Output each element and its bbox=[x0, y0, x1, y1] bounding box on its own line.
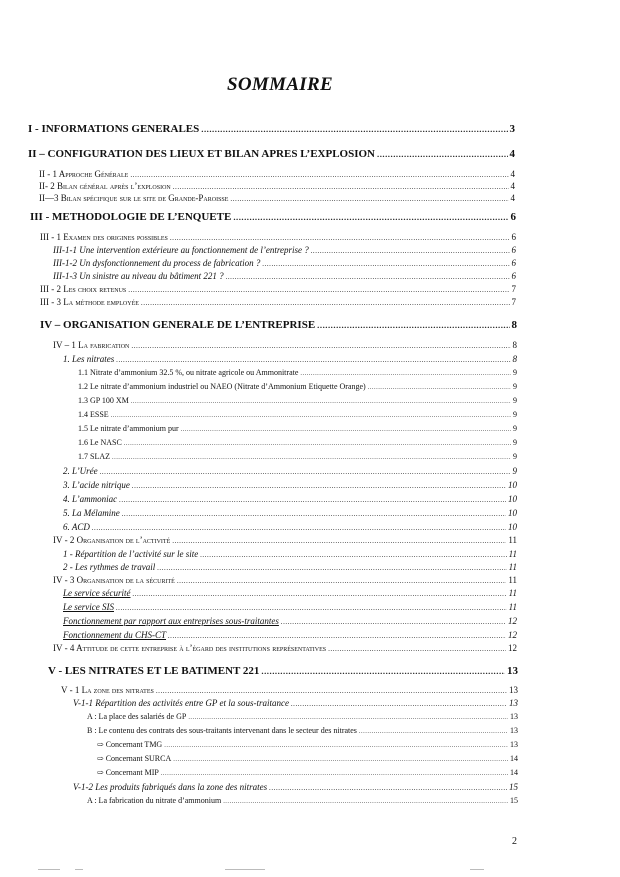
toc-page-number: 13 bbox=[509, 685, 518, 695]
toc-entry-4-1-1[interactable] bbox=[63, 355, 517, 364]
toc-entry-3-3[interactable] bbox=[40, 298, 516, 307]
toc-label: III-1-2 Un dysfonctionnement du process de fabrication ? bbox=[53, 258, 261, 268]
toc-label: Le service SIS bbox=[63, 602, 114, 612]
dot-leader bbox=[317, 321, 509, 330]
toc-page-number: 13 bbox=[510, 740, 518, 749]
toc-page-number: 14 bbox=[510, 754, 518, 763]
toc-page-number: 11 bbox=[508, 549, 517, 559]
dot-leader bbox=[223, 799, 508, 805]
toc-entry-tmg[interactable] bbox=[97, 741, 518, 749]
toc-entry-3-2[interactable] bbox=[40, 285, 516, 294]
toc-entry-4-3[interactable] bbox=[53, 576, 517, 585]
dot-leader bbox=[300, 371, 511, 377]
toc-page-number: 13 bbox=[510, 712, 518, 721]
toc-entry-3-1-1[interactable] bbox=[53, 246, 516, 255]
page-number: 2 bbox=[512, 836, 517, 847]
toc-label: IV – ORGANISATION GENERALE DE L’ENTREPRISE bbox=[40, 319, 316, 331]
dot-leader bbox=[100, 469, 511, 476]
toc-label: II—3 Bilan spécifique sur le site de Grande-Paroisse bbox=[39, 193, 229, 203]
dot-leader bbox=[122, 511, 506, 518]
dot-leader bbox=[119, 497, 506, 504]
toc-label: IV - 4 Attitude de cette entreprise à l’égard des institutions représentatives bbox=[53, 643, 327, 653]
toc-page-number: 9 bbox=[513, 424, 517, 433]
dot-leader bbox=[132, 483, 506, 490]
dot-leader bbox=[173, 184, 509, 191]
toc-page-number: 15 bbox=[509, 782, 518, 792]
toc-entry-4-1-3[interactable] bbox=[63, 481, 517, 490]
toc-page-number: 8 bbox=[512, 340, 517, 350]
toc-entry-4-1-4[interactable] bbox=[63, 495, 517, 504]
toc-entry-section-2[interactable] bbox=[28, 149, 515, 160]
toc-page-number: 3 bbox=[509, 123, 515, 135]
dot-leader bbox=[161, 771, 508, 777]
toc-label: Fonctionnement du CHS-CT bbox=[63, 630, 166, 640]
dot-leader bbox=[132, 591, 506, 598]
dot-leader bbox=[226, 274, 510, 281]
toc-entry-surca[interactable] bbox=[97, 755, 518, 763]
dot-leader bbox=[291, 701, 507, 708]
toc-page-number: 4 bbox=[510, 169, 515, 179]
dot-leader bbox=[116, 357, 510, 364]
toc-entry-3-1-2[interactable] bbox=[53, 259, 516, 268]
toc-page-number: 6 bbox=[511, 271, 516, 281]
toc-label: II - 1 Approche Générale bbox=[39, 169, 129, 179]
toc-label: V-1-2 Les produits fabriqués dans la zone des nitrates bbox=[73, 782, 268, 792]
toc-entry-5-1-2[interactable] bbox=[73, 783, 518, 792]
toc-page-number: 15 bbox=[510, 796, 518, 805]
toc-page-number: 11 bbox=[508, 562, 517, 572]
toc-page-number: 14 bbox=[510, 768, 518, 777]
toc-entry-1-4[interactable] bbox=[78, 411, 517, 419]
toc-label: III - METHODOLOGIE DE L’ENQUETE bbox=[30, 211, 232, 223]
toc-label: ⇨ Concernant MIP bbox=[97, 768, 159, 777]
dot-leader bbox=[311, 248, 510, 255]
toc-entry-4-2[interactable] bbox=[53, 536, 517, 545]
dot-leader bbox=[368, 385, 511, 391]
dot-leader bbox=[112, 455, 511, 461]
toc-entry-5-1-2-a[interactable] bbox=[87, 797, 518, 805]
toc-entry-section-3[interactable] bbox=[30, 212, 516, 223]
toc-entry-4-1-6[interactable] bbox=[63, 523, 517, 532]
toc-label: 1.3 GP 100 XM bbox=[78, 396, 129, 405]
toc-label: 2 - Les rythmes de travail bbox=[63, 562, 156, 572]
dot-leader bbox=[116, 605, 507, 612]
toc-label: V-1-1 Répartition des activités entre GP et la sous-traitance bbox=[73, 698, 289, 708]
scan-artifact bbox=[38, 869, 60, 870]
toc-page-number: 9 bbox=[513, 410, 517, 419]
toc-page-number: 11 bbox=[508, 535, 517, 545]
toc-entry-1-6[interactable] bbox=[78, 439, 517, 447]
toc-entry-2-3[interactable] bbox=[39, 194, 515, 203]
dot-leader bbox=[328, 646, 506, 653]
dot-leader bbox=[157, 565, 506, 572]
toc-label: IV – 1 La fabrication bbox=[53, 340, 130, 350]
toc-page-number: 10 bbox=[508, 508, 517, 518]
toc-label: A : La fabrication du nitrate d’ammonium bbox=[87, 796, 222, 805]
toc-page-number: 8 bbox=[511, 319, 517, 331]
toc-label: I - INFORMATIONS GENERALES bbox=[28, 123, 200, 135]
toc-label: 5. La Mélamine bbox=[63, 508, 120, 518]
dot-leader bbox=[141, 300, 510, 307]
dot-leader bbox=[156, 688, 507, 695]
toc-page-number: 7 bbox=[511, 297, 516, 307]
toc-page-number: 9 bbox=[512, 466, 517, 476]
toc-label: Le service sécurité bbox=[63, 588, 131, 598]
toc-entry-4-1[interactable] bbox=[53, 341, 517, 350]
toc-page-number: 11 bbox=[508, 588, 517, 598]
toc-page-number: 11 bbox=[508, 575, 517, 585]
dot-leader bbox=[173, 757, 508, 763]
toc-page-number: 4 bbox=[510, 181, 515, 191]
toc-label: III-1-1 Une intervention extérieure au fonctionnement de l’entreprise ? bbox=[53, 245, 309, 255]
toc-entry-5-1-1-b[interactable] bbox=[87, 727, 518, 735]
toc-label: IV - 2 Organisation de l’activité bbox=[53, 535, 171, 545]
toc-label: 1.6 Le NASC bbox=[78, 438, 122, 447]
toc-label: II- 2 Bilan général après l’explosion bbox=[39, 181, 171, 191]
toc-entry-4-1-5[interactable] bbox=[63, 509, 517, 518]
scan-artifact bbox=[75, 869, 83, 870]
toc-entry-5-1-1[interactable] bbox=[73, 699, 518, 708]
toc-entry-1-5[interactable] bbox=[78, 425, 517, 433]
toc-label: 3. L’acide nitrique bbox=[63, 480, 130, 490]
toc-entry-section-1[interactable] bbox=[28, 124, 515, 135]
toc-label: A : La place des salariés de GP bbox=[87, 712, 187, 721]
toc-page-number: 13 bbox=[507, 665, 518, 677]
toc-entry-4-3-3[interactable] bbox=[63, 617, 517, 626]
toc-label: III-1-3 Un sinistre au niveau du bâtiment 221 ? bbox=[53, 271, 224, 281]
dot-leader bbox=[377, 150, 508, 159]
toc-page-number: 7 bbox=[511, 284, 516, 294]
toc-label: ⇨ Concernant TMG bbox=[97, 740, 163, 749]
dot-leader bbox=[269, 785, 507, 792]
dot-leader bbox=[230, 196, 508, 203]
toc-page-number: 12 bbox=[508, 616, 517, 626]
toc-entry-1-7[interactable] bbox=[78, 453, 517, 461]
toc-page-number: 12 bbox=[508, 630, 517, 640]
dot-leader bbox=[359, 729, 508, 735]
toc-label: ⇨ Concernant SURCA bbox=[97, 754, 172, 763]
dot-leader bbox=[128, 287, 509, 294]
dot-leader bbox=[164, 743, 508, 749]
toc-label: 4. L’ammoniac bbox=[63, 494, 118, 504]
page-title: SOMMAIRE bbox=[227, 74, 333, 95]
dot-leader bbox=[181, 427, 511, 433]
toc-entry-3-1[interactable] bbox=[40, 233, 516, 242]
toc-entry-4-2-1[interactable] bbox=[63, 550, 517, 559]
toc-label: 1 - Répartition de l’activité sur le site bbox=[63, 549, 199, 559]
toc-label: 1.2 Le nitrate d’ammonium industriel ou NAEO (Nitrate d’Ammonium Etiquette Orange) bbox=[78, 382, 366, 391]
toc-page-number: 6 bbox=[510, 211, 516, 223]
toc-entry-4-3-1[interactable] bbox=[63, 589, 517, 598]
dot-leader bbox=[170, 235, 510, 242]
toc-entry-4-3-4[interactable] bbox=[63, 631, 517, 640]
toc-label: III - 3 La méthode employée bbox=[40, 297, 139, 307]
toc-entry-section-4[interactable] bbox=[40, 320, 517, 331]
toc-page-number: 6 bbox=[511, 232, 516, 242]
scan-artifact bbox=[470, 869, 484, 870]
dot-leader bbox=[188, 715, 508, 721]
toc-entry-4-4[interactable] bbox=[53, 644, 517, 653]
toc-entry-1-2[interactable] bbox=[78, 383, 517, 391]
toc-page-number: 9 bbox=[513, 452, 517, 461]
toc-page-number: 9 bbox=[513, 438, 517, 447]
toc-label: Fonctionnement par rapport aux entreprises sous-traitantes bbox=[63, 616, 279, 626]
dot-leader bbox=[124, 441, 511, 447]
toc-entry-4-3-2[interactable] bbox=[63, 603, 517, 612]
dot-leader bbox=[131, 399, 511, 405]
toc-label: 1.7 SLAZ bbox=[78, 452, 110, 461]
toc-page-number: 6 bbox=[511, 258, 516, 268]
dot-leader bbox=[262, 261, 509, 268]
dot-leader bbox=[168, 633, 506, 640]
toc-label: 6. ACD bbox=[63, 522, 90, 532]
toc-label: 1. Les nitrates bbox=[63, 354, 115, 364]
toc-page-number: 9 bbox=[513, 396, 517, 405]
dot-leader bbox=[131, 343, 510, 350]
toc-label: 2. L’Urée bbox=[63, 466, 98, 476]
toc-page-number: 13 bbox=[509, 698, 518, 708]
dot-leader bbox=[201, 125, 507, 134]
toc-page-number: 8 bbox=[512, 354, 517, 364]
toc-page-number: 10 bbox=[508, 480, 517, 490]
toc-label: 1.1 Nitrate d’ammonium 32.5 %, ou nitrate agricole ou Ammonitrate bbox=[78, 368, 299, 377]
dot-leader bbox=[261, 667, 505, 676]
dot-leader bbox=[92, 525, 506, 532]
toc-page-number: 6 bbox=[511, 245, 516, 255]
toc-page-number: 13 bbox=[510, 726, 518, 735]
toc-page-number: 11 bbox=[508, 602, 517, 612]
toc-entry-5-1-1-a[interactable] bbox=[87, 713, 518, 721]
dot-leader bbox=[200, 552, 506, 559]
toc-entry-5-1[interactable] bbox=[61, 686, 518, 695]
toc-page-number: 10 bbox=[508, 494, 517, 504]
toc-entry-mip[interactable] bbox=[97, 769, 518, 777]
toc-label: B : Le contenu des contrats des sous-traitants intervenant dans le secteur des nitrates bbox=[87, 726, 357, 735]
toc-label: V - 1 La zone des nitrates bbox=[61, 685, 154, 695]
dot-leader bbox=[281, 619, 506, 626]
dot-leader bbox=[172, 538, 506, 545]
toc-entry-3-1-3[interactable] bbox=[53, 272, 516, 281]
toc-entry-1-3[interactable] bbox=[78, 397, 517, 405]
toc-label: 1.4 ESSE bbox=[78, 410, 109, 419]
toc-entry-2-2[interactable] bbox=[39, 182, 515, 191]
toc-entry-1-1[interactable] bbox=[78, 369, 517, 377]
toc-entry-4-2-2[interactable] bbox=[63, 563, 517, 572]
toc-page-number: 4 bbox=[509, 148, 515, 160]
toc-label: III - 2 Les choix retenus bbox=[40, 284, 127, 294]
toc-page-number: 12 bbox=[508, 643, 517, 653]
toc-page-number: 9 bbox=[513, 382, 517, 391]
dot-leader bbox=[130, 172, 508, 179]
toc-label: II – CONFIGURATION DES LIEUX ET BILAN APRES L’EXPLOSION bbox=[28, 148, 375, 160]
toc-entry-section-5[interactable] bbox=[48, 666, 518, 677]
dot-leader bbox=[233, 213, 508, 222]
toc-entry-4-1-2[interactable] bbox=[63, 467, 517, 476]
toc-label: IV - 3 Organisation de la sécurité bbox=[53, 575, 175, 585]
toc-label: V - LES NITRATES ET LE BATIMENT 221 bbox=[48, 665, 260, 677]
scan-artifact bbox=[225, 869, 265, 870]
dot-leader bbox=[177, 578, 507, 585]
toc-label: III - 1 Examen des origines possibles bbox=[40, 232, 168, 242]
toc-page-number: 9 bbox=[513, 368, 517, 377]
dot-leader bbox=[111, 413, 511, 419]
toc-page-number: 4 bbox=[510, 193, 515, 203]
toc-page-number: 10 bbox=[508, 522, 517, 532]
toc-label: 1.5 Le nitrate d’ammonium pur bbox=[78, 424, 179, 433]
toc-entry-2-1[interactable] bbox=[39, 170, 515, 179]
